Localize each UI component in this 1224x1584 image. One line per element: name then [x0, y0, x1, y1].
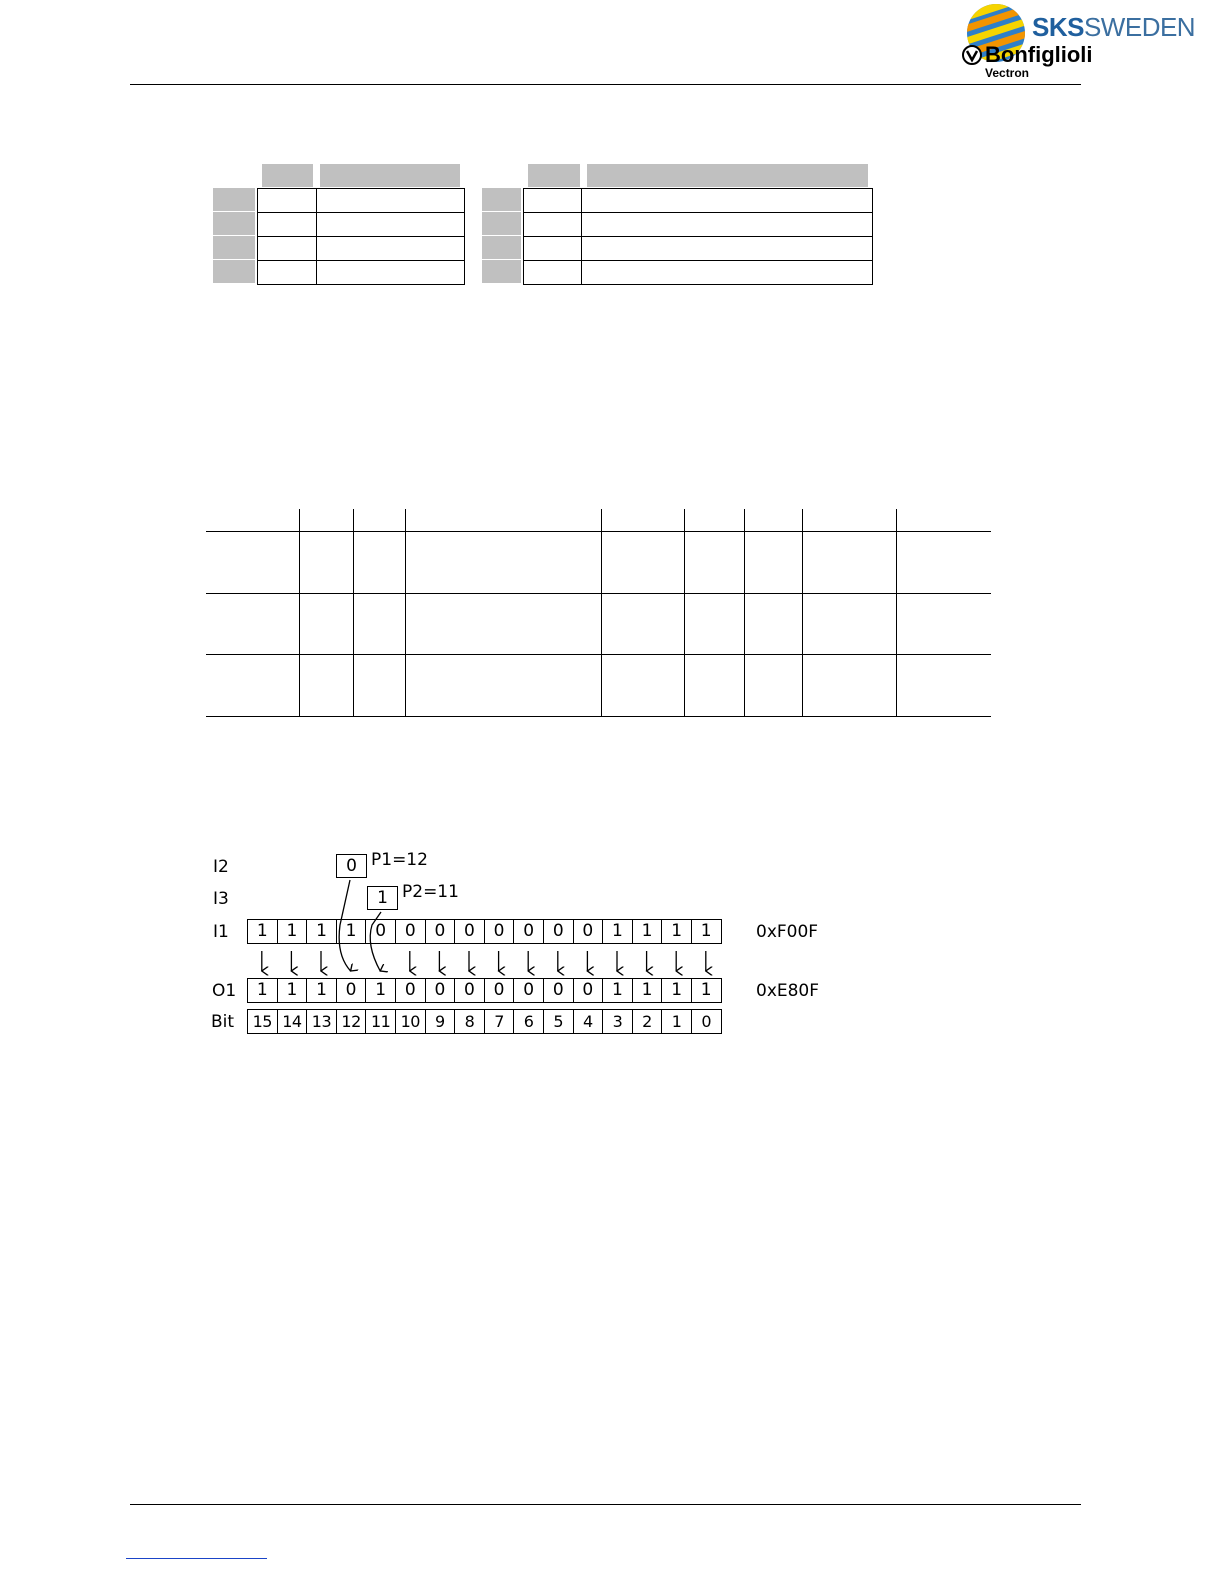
logo-sub: Vectron — [985, 66, 1030, 80]
o1-bit-15: 1 — [691, 978, 722, 1003]
bit-number-12: 3 — [602, 1009, 633, 1034]
bit-number-9: 6 — [513, 1009, 544, 1034]
o1-bit-8: 0 — [484, 978, 515, 1003]
bit-number-13: 2 — [632, 1009, 663, 1034]
o1-bit-5: 0 — [395, 978, 426, 1003]
table-left — [213, 164, 465, 285]
bit-number-14: 1 — [661, 1009, 692, 1034]
footer-divider — [130, 1504, 1081, 1505]
i1-bit-10: 0 — [543, 919, 574, 944]
table-right-rowhead-2 — [482, 212, 521, 235]
company-logo — [955, 0, 1196, 84]
table-right-header-1 — [528, 164, 580, 187]
bit-number-0: 15 — [247, 1009, 278, 1034]
bit-number-6: 9 — [425, 1009, 456, 1034]
o1-bit-11: 0 — [573, 978, 604, 1003]
o1-bit-row — [247, 978, 721, 1003]
table-left-rowhead-4 — [213, 260, 255, 283]
o1-bit-2: 1 — [306, 978, 337, 1003]
i1-bit-0: 1 — [247, 919, 278, 944]
bit-number-5: 10 — [395, 1009, 426, 1034]
i1-bit-1: 1 — [277, 919, 308, 944]
label-bit: Bit — [211, 1012, 235, 1032]
table-right — [482, 164, 874, 285]
bit-number-row — [247, 1009, 721, 1034]
o1-bit-9: 0 — [513, 978, 544, 1003]
i1-hex-value: 0xF00F — [756, 922, 819, 942]
bit-number-11: 4 — [573, 1009, 604, 1034]
i1-bit-14: 1 — [661, 919, 692, 944]
o1-bit-0: 1 — [247, 978, 278, 1003]
p2-label: P2=11 — [402, 882, 459, 902]
i1-bit-6: 0 — [425, 919, 456, 944]
bit-number-7: 8 — [454, 1009, 485, 1034]
table-right-rowhead-3 — [482, 236, 521, 259]
i1-bit-5: 0 — [395, 919, 426, 944]
i1-bit-12: 1 — [602, 919, 633, 944]
p1-value-box: 0 — [336, 854, 367, 878]
table-left-rowhead-3 — [213, 236, 255, 259]
i1-bit-4: 0 — [365, 919, 396, 944]
i1-bit-row — [247, 919, 721, 944]
bit-number-4: 11 — [365, 1009, 396, 1034]
o1-bit-4: 1 — [365, 978, 396, 1003]
label-i3: I3 — [213, 889, 229, 909]
table-right-header-2 — [587, 164, 868, 187]
o1-bit-10: 0 — [543, 978, 574, 1003]
logo-brand: Bonfiglioli — [985, 42, 1093, 67]
o1-bit-7: 0 — [454, 978, 485, 1003]
bit-diagram — [200, 845, 840, 1045]
logo-sks-bold: SKS — [1032, 12, 1084, 42]
table-right-rowhead-1 — [482, 188, 521, 211]
header-divider — [130, 84, 1081, 85]
o1-bit-1: 1 — [277, 978, 308, 1003]
p1-label: P1=12 — [371, 850, 428, 870]
bit-number-2: 13 — [306, 1009, 337, 1034]
o1-bit-13: 1 — [632, 978, 663, 1003]
label-o1: O1 — [212, 981, 237, 1001]
i1-bit-13: 1 — [632, 919, 663, 944]
label-i1: I1 — [213, 922, 229, 942]
bit-number-15: 0 — [691, 1009, 722, 1034]
logo-wordmark — [1032, 12, 1195, 43]
o1-bit-14: 1 — [661, 978, 692, 1003]
bit-number-1: 14 — [277, 1009, 308, 1034]
label-i2: I2 — [213, 857, 229, 877]
i1-bit-3: 1 — [336, 919, 367, 944]
o1-bit-3: 0 — [336, 978, 367, 1003]
parameter-table — [206, 509, 991, 717]
bit-number-10: 5 — [543, 1009, 574, 1034]
table-left-rowhead-2 — [213, 212, 255, 235]
table-left-rowhead-1 — [213, 188, 255, 211]
i1-bit-2: 1 — [306, 919, 337, 944]
i1-bit-8: 0 — [484, 919, 515, 944]
o1-bit-6: 0 — [425, 978, 456, 1003]
table-left-header-1 — [262, 164, 313, 187]
o1-hex-value: 0xE80F — [756, 981, 820, 1001]
i1-bit-7: 0 — [454, 919, 485, 944]
footer-link-underline[interactable] — [126, 1558, 267, 1559]
i1-bit-11: 0 — [573, 919, 604, 944]
i1-bit-9: 0 — [513, 919, 544, 944]
logo-sks-thin: SWEDEN — [1083, 12, 1196, 42]
bit-number-8: 7 — [484, 1009, 515, 1034]
p2-value-box: 1 — [367, 886, 398, 910]
bit-number-3: 12 — [336, 1009, 367, 1034]
i1-bit-15: 1 — [691, 919, 722, 944]
table-right-rowhead-4 — [482, 260, 521, 283]
o1-bit-12: 1 — [602, 978, 633, 1003]
table-left-header-2 — [320, 164, 460, 187]
